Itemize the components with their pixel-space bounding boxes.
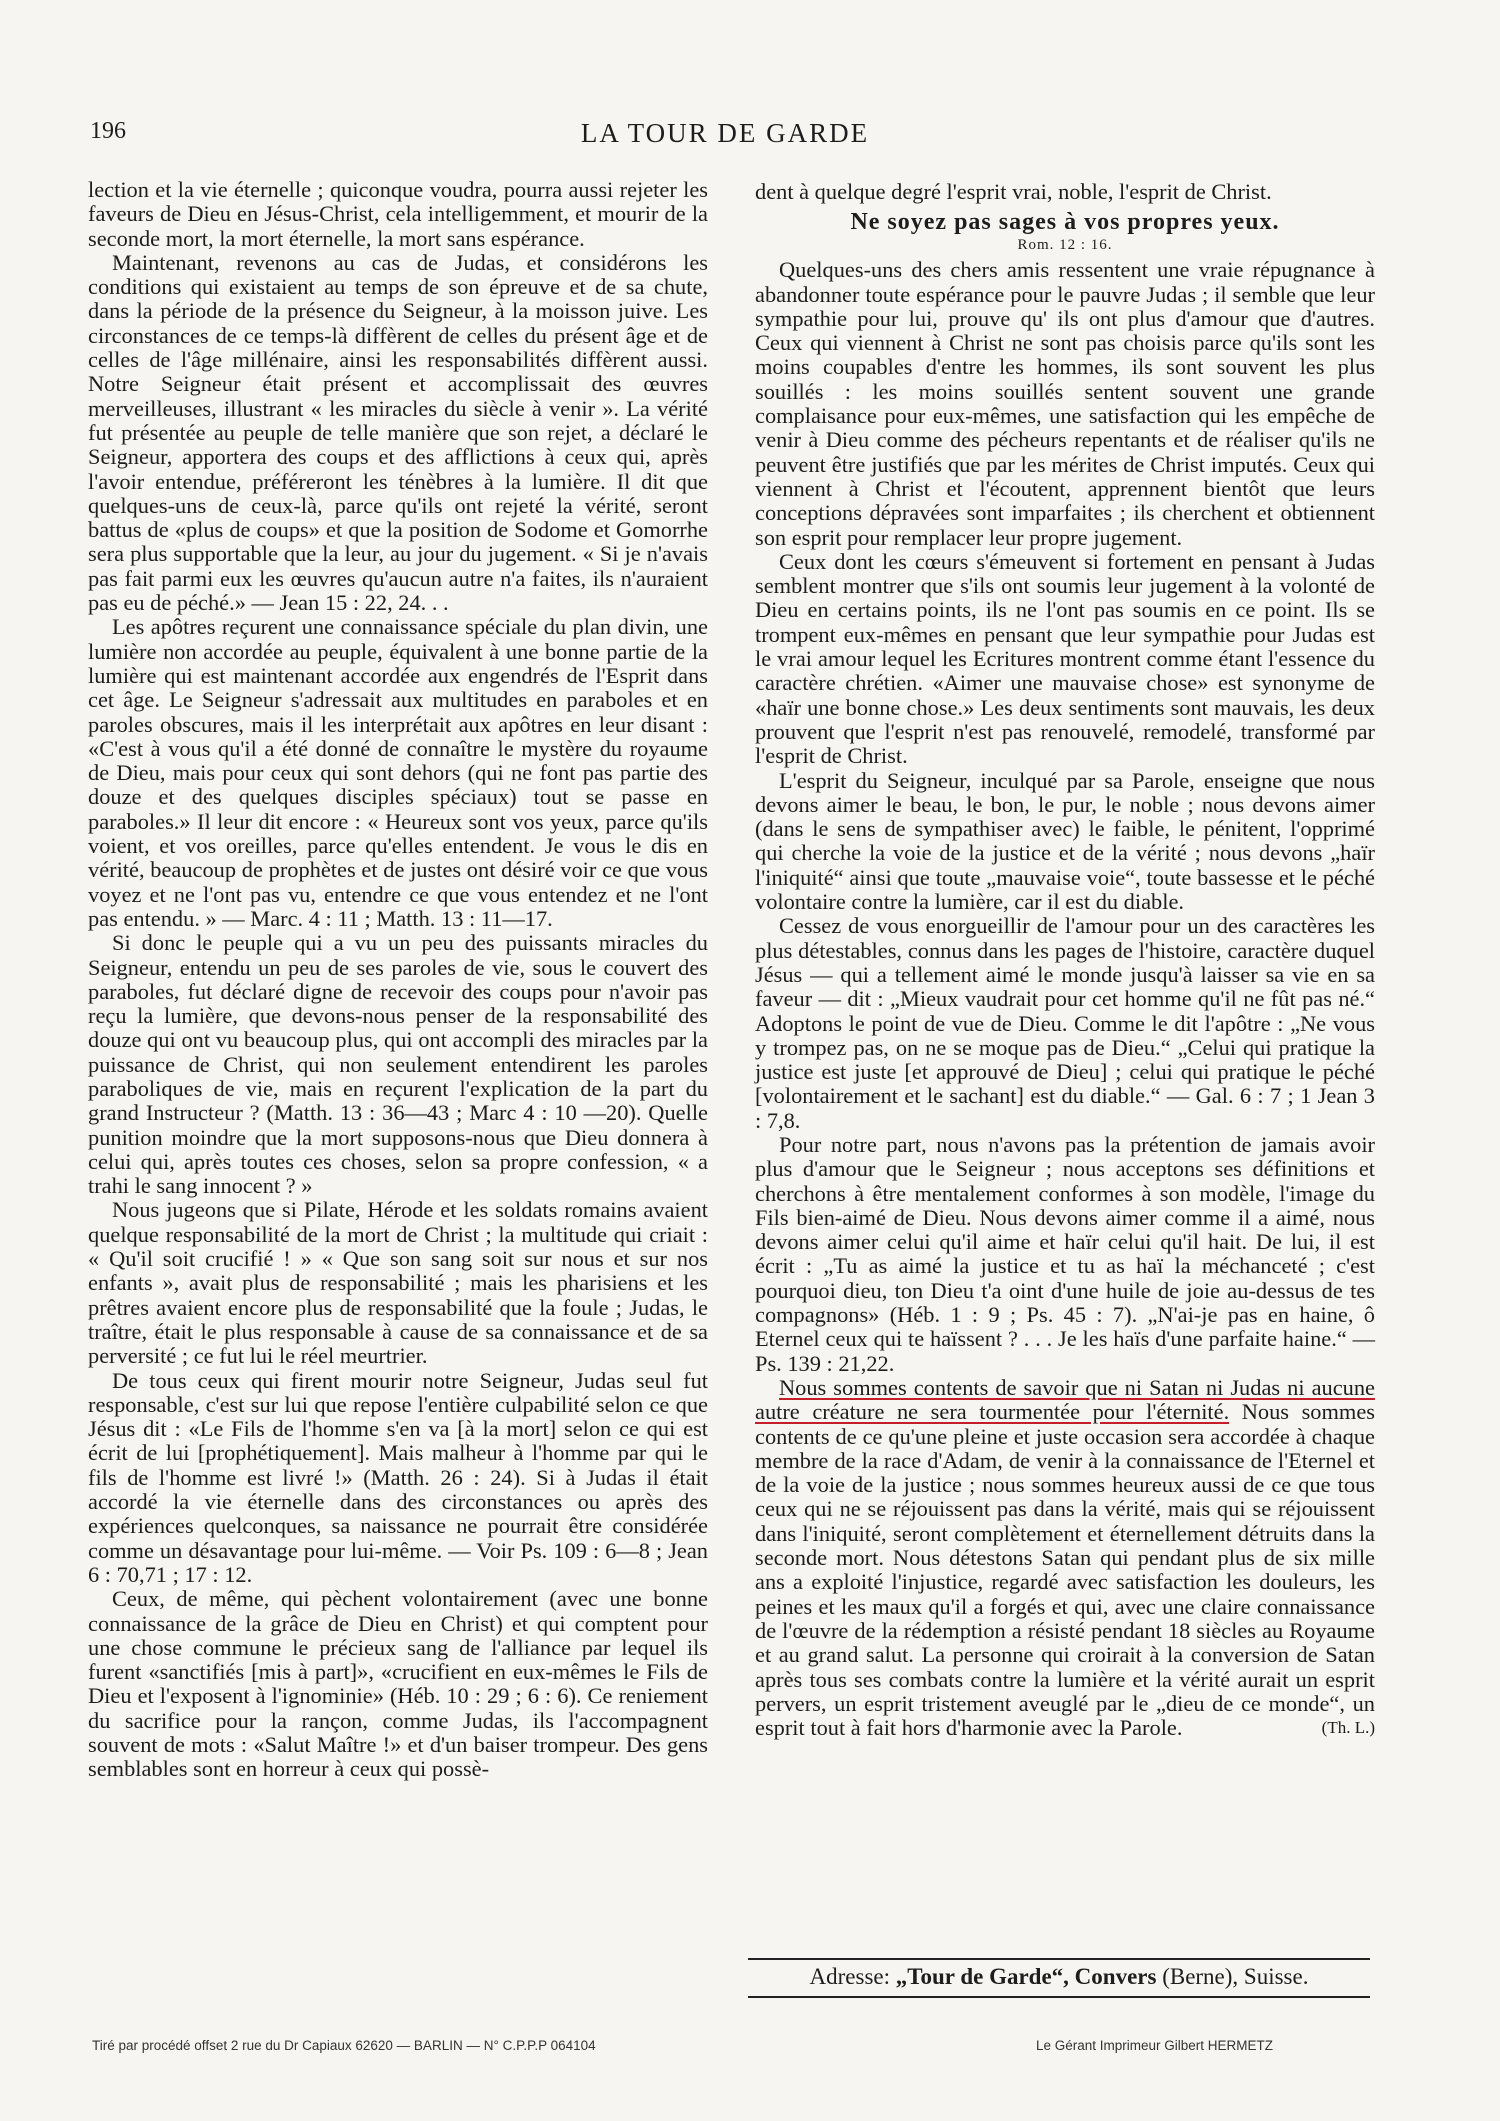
paragraph: Nous jugeons que si Pilate, Hérode et les soldats romains avaient quelque responsabilité de la mort de Christ ; la multitude qui criait : « Qu'il soit crucifié ! » « Que son sang soit sur nous et sur nos enfants », avait plus de responsabilité ; mais les pharisiens et les prêtres avaient encore plus de responsabilité que la foule ; Judas, le traître, était le plus responsable à cause de sa connaissance et de sa perversité ; ce fut lui le réel meurtrier. bbox=[88, 1197, 708, 1369]
page-number: 196 bbox=[90, 118, 126, 144]
right-column bbox=[755, 180, 1375, 1740]
paragraph: Maintenant, revenons au cas de Judas, et considérons les conditions qui existaient au temps de son épreuve et de sa chute, dans la période de la présence du Seigneur, à la moisson juive. Les circonstances de ce temps-là diffèrent de celles du présent âge et de celles de l'âge millénaire, ainsi les responsabilités diffèrent aussi. Notre Seigneur était présent et accomplissait des œuvres merveilleuses, illustrant « les miracles du siècle à venir ». La vérité fut présentée au peuple de telle manière que son rejet, a déclaré le Seigneur, apportera des coups et des afflictions à ceux qui, après l'avoir entendue, préféreront les ténèbres à la lumière. Il dit que quelques-uns de ceux-là, parce qu'ils ont rejeté la vérité, seront battus de «plus de coups» et que la position de Sodome et Gomorrhe sera plus supportable que la leur, au jour du jugement. « Si je n'avais pas fait parmi eux les œuvres qu'aucun autre n'a faites, ils n'auraient pas eu de péché.» — Jean 15 : 22, 24. . . bbox=[88, 249, 708, 616]
underlined-passage: Nous sommes contents de savoir que ni Satan ni Judas ni aucune autre créature ne sera tourmentée pour l'éternité. bbox=[755, 1374, 1375, 1425]
left-column bbox=[88, 178, 708, 1782]
author-signature: (Th. L.) bbox=[1321, 1718, 1375, 1738]
address-place: (Berne), Suisse. bbox=[1162, 1964, 1309, 1989]
address-line bbox=[748, 1962, 1370, 1992]
address-rule-bottom bbox=[748, 1996, 1370, 1998]
paragraph: Cessez de vous enorgueillir de l'amour pour un des caractères les plus détestables, connus dans les pages de l'histoire, caractère duquel Jésus — qui a tellement aimé le monde jusqu'à laisser sa vie en sa faveur — dit : „Mieux vaudrait pour cet homme qu'il ne fût pas né.“ Adoptons le point de vue de Dieu. Comme le dit l'apôtre : „Ne vous y trompez pas, on ne se moque pas de Dieu.“ „Celui qui pratique la justice est juste [et approuvé de Dieu] ; celui qui pratique le péché [volontairement et le sachant] est du diable.“ — Gal. 6 : 7 ; 1 Jean 3 : 7,8. bbox=[755, 913, 1375, 1133]
paragraph: L'esprit du Seigneur, inculqué par sa Parole, enseigne que nous devons aimer le beau, le bon, le pur, le noble ; nous devons aimer (dans le sens de sympathiser avec) le faible, le pénitent, l'opprimé qui cherche la voie de la justice et de la vérité ; nous devons „haïr l'iniquité“ ainsi que toute „mauvaise voie“, toute bassesse et le péché volontaire contre la lumière, car il est du diable. bbox=[755, 767, 1375, 915]
address-name: „Tour de Garde“, Convers bbox=[895, 1964, 1157, 1989]
paragraph: De tous ceux qui firent mourir notre Seigneur, Judas seul fut responsable, c'est sur lui que repose l'entière culpabilité selon ce que Jésus dit : «Le Fils de l'homme s'en va [à la mort] selon ce qui est écrit de lui [prophétiquement]. Mais malheur à l'homme par qui le fils de l'homme est livré !» (Matth. 26 : 24). Si à Judas il était accordé la vie éternelle dans des circonstances ou après des expériences quelconques, sa naissance ne pourrait être considérée comme un désavantage pour lui-même. — Voir Ps. 109 : 6—8 ; Jean 6 : 70,71 ; 17 : 12. bbox=[88, 1367, 708, 1587]
paragraph: Si donc le peuple qui a vu un peu des puissants miracles du Seigneur, entendu un peu de ses paroles de vie, sous le couvert des paraboles, fut déclaré digne de recevoir des coups pour n'avoir pas reçu la lumière, que devons-nous penser de la responsabilité des douze qui ont vu beaucoup plus, qui ont accompli des miracles par la puissance de Christ, qui non seulement entendirent les paroles paraboliques de vie, mais en reçurent l'explication de la part du grand Instructeur ? (Matth. 13 : 36—43 ; Marc 4 : 10 —20). Quelle punition moindre que la mort supposons-nous que Dieu donnera à celui qui, après toutes ces choses, selon sa propre confession, « a trahi le sang innocent ? » bbox=[88, 930, 708, 1199]
address-rule-top bbox=[748, 1958, 1370, 1960]
section-reference: Rom. 12 : 16. bbox=[1017, 237, 1113, 254]
paragraph: Quelques-uns des chers amis ressentent une vraie répugnance à abandonner toute espérance pour le pauvre Judas ; il semble que leur sympathie pour lui, prouve qu' ils ont plus d'amour que d'autres. Ceux qui viennent à Christ ne sont pas choisis parce qu'ils sont les moins coupables d'entre les hommes, ils sont souvent les plus souillés : les moins souillés sentent souvent une grande complaisance pour eux-mêmes, une satisfaction qui les empêche de venir à Dieu comme des pécheurs repentants et de réaliser qu'ils ne peuvent être justifiés que par les mérites de Christ imputés. Ceux qui viennent à Christ et l'écoutent, apprennent bientôt que leurs conceptions dépravées sont imparfaites ; ils cherchent et obtiennent son esprit pour remplacer leur propre jugement. bbox=[755, 257, 1375, 550]
journal-title: LA TOUR DE GARDE bbox=[580, 118, 870, 148]
paragraph: Ceux dont les cœurs s'émeuvent si fortement en pensant à Judas semblent montrer que s'ils ont soumis leur jugement à la volonté de Dieu en certains points, ils ne l'ont pas soumis en ce point. Ils se trompent eux-mêmes en pensant que leur sympathie pour Judas est le vrai amour lequel les Ecritures montrent comme étant l'essence du caractère chrétien. «Aimer une mauvaise chose» est synonyme de «haïr une bonne chose.» Les deux sentiments sont mauvais, les deux prouvent que l'esprit n'est pas renouvelé, remodelé, transformé par l'esprit de Christ. bbox=[755, 548, 1375, 769]
paragraph: dent à quelque degré l'esprit vrai, noble, l'esprit de Christ. bbox=[755, 179, 1272, 204]
section-title: Ne soyez pas sages à vos propres yeux. bbox=[850, 209, 1280, 236]
page-header bbox=[90, 118, 1360, 158]
paragraph: Pour notre part, nous n'avons pas la prétention de jamais avoir plus d'amour que le Seigneur ; nous acceptons ses définitions et cherchons à être mentalement conformes à son modèle, l'image du Fils bien-aimé de Dieu. Nous devons aimer comme il a aimé, nous devons aimer celui qu'il aime et haïr celui qu'il hait. De lui, il est écrit : „Tu as aimé la justice et tu as haï la méchanceté ; c'est pourquoi dieu, ton Dieu t'a oint d'une huile de joie au-dessus de tes compagnons» (Héb. 1 : 9 ; Ps. 45 : 7). „N'ai-je pas en haine, ô Eternel ceux qui te haïssent ? . . . Je les haïs d'une parfaite haine.“ — Ps. 139 : 21,22. bbox=[755, 1131, 1375, 1376]
paragraph-text: Nous sommes contents de ce qu'une pleine et juste occasion sera accordée à chaque membre de la race d'Adam, de venir à la connaissance de l'Eternel et de la voie de la justice ; nous sommes heureux aussi de ce que tous ceux qui ne se réjouissent pas dans la vérité, mais qui se réjouissent dans l'iniquité, seront complètement et éternellement détruits dans la seconde mort. Nous détestons Satan qui pendant plus de six mille ans a exploité l'injustice, regardé avec satisfaction les douleurs, les peines et les maux qu'il a forgés et qui, avec une claire connaissance de l'œuvre de la rédemption a résisté pendant 18 siècles au Royaume et au grand salut. La personne qui croirait à la conversion de Satan après tous ses combats contre la lumière et la vérité aurait un esprit pervers, un esprit tristement aveuglé par le „dieu de ce monde“, un esprit tout à fait hors d'harmonie avec la Parole. bbox=[755, 1399, 1375, 1741]
paragraph-final bbox=[755, 1376, 1375, 1740]
publisher-credit: Le Gérant Imprimeur Gilbert HERMETZ bbox=[1036, 2038, 1274, 2053]
paragraph: Les apôtres reçurent une connaissance spéciale du plan divin, une lumière non accordée au peuple, équivalent à une bonne partie de la lumière qui est maintenant accordée aux engendrés de l'Esprit dans cet âge. Le Seigneur s'adressait aux multitudes en paraboles et en paroles obscures, mais il les interprétait aux apôtres en leur disant : «C'est à vous qu'il a été donné de connaître le mystère du royaume de Dieu, mais pour ceux qui sont dehors (qui ne font pas partie des douze et des quelques disciples spéciaux) tout se passe en paraboles.» Il leur dit encore : « Heureux sont vos yeux, parce qu'ils voient, et vos oreilles, parce qu'elles entendent. Je vous le dis en vérité, beaucoup de prophètes et de justes ont désiré voir ce que vous voyez et ne l'ont pas vu, entendre ce que vous entendez et ne l'ont pas entendu. » — Marc. 4 : 11 ; Matth. 13 : 11—17. bbox=[88, 614, 708, 931]
printer-credit: Tiré par procédé offset 2 rue du Dr Capiaux 62620 — BARLIN — N° C.P.P.P 064104 bbox=[92, 2038, 596, 2053]
paragraph: lection et la vie éternelle ; quiconque voudra, pourra aussi rejeter les faveurs de Dieu en Jésus-Christ, cela intelligemment, et mourir de la seconde mort, la mort éternelle, la mort sans espérance. bbox=[88, 177, 708, 251]
address-label: Adresse: bbox=[809, 1964, 890, 1989]
paragraph: Ceux, de même, qui pèchent volontairement (avec une bonne connaissance de la grâce de Dieu en Christ) et qui comptent pour une chose commune le précieux sang de l'alliance par lequel ils furent «sanctifiés [mis à part]», «crucifient en eux-mêmes le Fils de Dieu et l'exposent à l'ignominie» (Héb. 10 : 29 ; 6 : 6). Ce reniement du sacrifice pour la rançon, comme Judas, ils l'accompagnent souvent de mots : «Salut Maître !» et d'un baiser trompeur. Des gens semblables sont en horreur à ceux qui possè- bbox=[88, 1586, 708, 1782]
